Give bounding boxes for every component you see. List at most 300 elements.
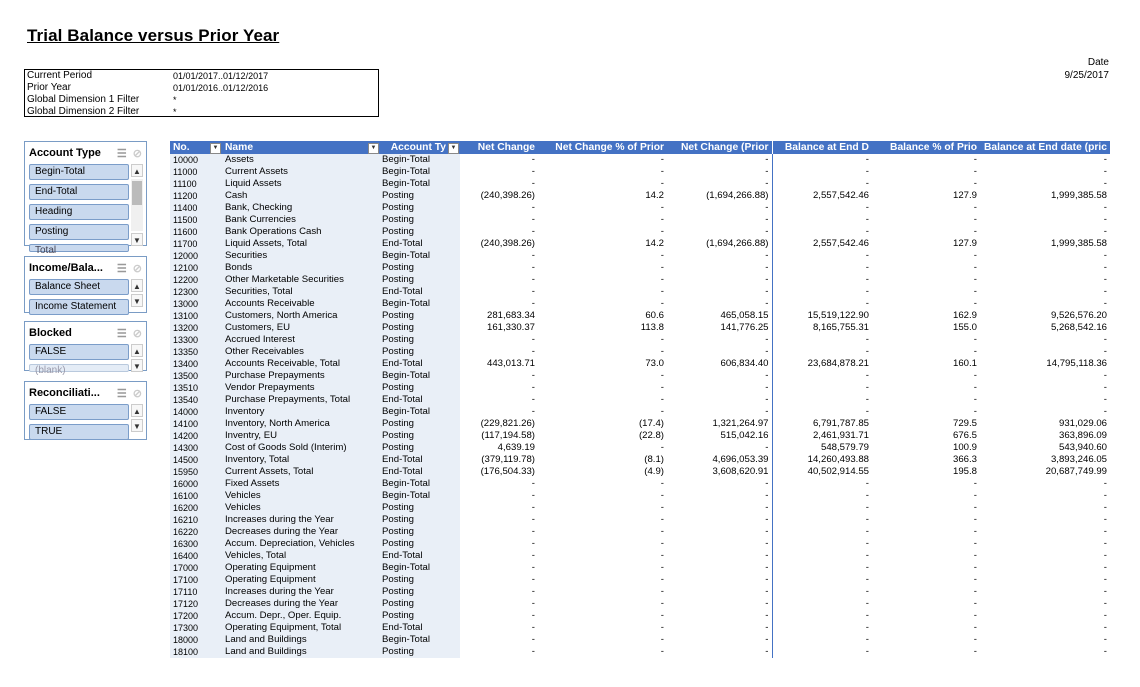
cell-balance-end[interactable]: - — [772, 634, 872, 646]
cell-balance-pct-prior[interactable]: - — [973, 298, 977, 309]
col-header-net-change-pct-prior[interactable] — [538, 141, 667, 154]
cell-account-type[interactable]: Posting — [380, 430, 460, 442]
cell-net-change[interactable]: - — [531, 250, 535, 261]
cell-balance-pct-prior[interactable]: - — [973, 214, 977, 225]
cell-balance-pct-prior[interactable]: 155.0 — [952, 322, 977, 333]
cell-balance-pct-prior[interactable]: 127.9 — [952, 190, 977, 201]
cell-net-change[interactable]: - — [531, 154, 535, 165]
cell-account-no[interactable]: 18000 — [170, 634, 222, 646]
cell-net-change[interactable]: 281,683.34 — [486, 310, 535, 321]
table-row[interactable] — [170, 574, 1110, 586]
cell-net-change[interactable]: - — [531, 214, 535, 225]
cell-net-change-pct-prior[interactable]: - — [660, 586, 664, 597]
table-row[interactable] — [170, 310, 1110, 322]
cell-balance-end[interactable]: - — [772, 226, 872, 238]
cell-balance-pct-prior[interactable]: - — [973, 514, 977, 525]
cell-account-type[interactable]: Begin-Total — [380, 406, 460, 418]
cell-net-change[interactable]: (176,504.33) — [480, 466, 535, 477]
slicer-scrollbar[interactable] — [131, 164, 143, 246]
cell-account-name[interactable]: Vehicles — [222, 502, 380, 514]
cell-balance-end[interactable]: - — [772, 166, 872, 178]
cell-balance-end[interactable]: - — [772, 202, 872, 214]
col-header-name[interactable] — [222, 141, 380, 154]
cell-balance-end-prior[interactable]: - — [1103, 166, 1107, 177]
slicer-item-posting[interactable]: Posting — [29, 224, 129, 240]
cell-net-change-pct-prior[interactable]: (17.4) — [638, 418, 664, 429]
chevron-down-icon[interactable]: ▼ — [368, 143, 379, 154]
cell-net-change-pct-prior[interactable]: - — [660, 226, 664, 237]
cell-account-no[interactable]: 11700 — [170, 238, 222, 250]
table-row[interactable] — [170, 502, 1110, 514]
cell-net-change-pct-prior[interactable]: - — [660, 538, 664, 549]
cell-account-type[interactable]: Begin-Total — [380, 562, 460, 574]
cell-account-name[interactable]: Securities — [222, 250, 380, 262]
cell-balance-pct-prior[interactable]: 127.9 — [952, 238, 977, 249]
cell-balance-end-prior[interactable]: - — [1103, 286, 1107, 297]
table-row[interactable] — [170, 334, 1110, 346]
cell-net-change[interactable]: - — [531, 502, 535, 513]
cell-balance-pct-prior[interactable]: - — [973, 586, 977, 597]
cell-account-name[interactable]: Inventory, North America — [222, 418, 380, 430]
cell-balance-pct-prior[interactable]: - — [973, 598, 977, 609]
cell-net-change-pct-prior[interactable]: - — [660, 286, 664, 297]
cell-account-type[interactable]: Posting — [380, 310, 460, 322]
cell-account-type[interactable]: Posting — [380, 442, 460, 454]
cell-balance-end[interactable]: - — [772, 154, 872, 166]
cell-account-type[interactable]: Posting — [380, 646, 460, 658]
cell-account-type[interactable]: Begin-Total — [380, 250, 460, 262]
cell-net-change-pct-prior[interactable]: - — [660, 154, 664, 165]
cell-account-name[interactable]: Inventory, Total — [222, 454, 380, 466]
cell-net-change-prior[interactable]: - — [765, 298, 769, 309]
cell-balance-pct-prior[interactable]: - — [973, 382, 977, 393]
cell-net-change-pct-prior[interactable]: - — [660, 442, 664, 453]
cell-account-type[interactable]: Begin-Total — [380, 370, 460, 382]
cell-balance-end-prior[interactable]: 931,029.06 — [1058, 418, 1107, 429]
cell-account-no[interactable]: 16000 — [170, 478, 222, 490]
cell-net-change-prior[interactable]: - — [765, 262, 769, 273]
cell-account-name[interactable]: Vendor Prepayments — [222, 382, 380, 394]
cell-account-type[interactable]: Posting — [380, 598, 460, 610]
cell-balance-end[interactable]: - — [772, 490, 872, 502]
cell-net-change-pct-prior[interactable]: - — [660, 634, 664, 645]
cell-net-change-pct-prior[interactable]: 14.2 — [645, 238, 664, 249]
cell-balance-end[interactable]: - — [772, 586, 872, 598]
chevron-up-icon[interactable]: ▲ — [131, 404, 143, 417]
cell-balance-pct-prior[interactable]: - — [973, 574, 977, 585]
cell-balance-end[interactable]: - — [772, 286, 872, 298]
cell-account-no[interactable]: 11100 — [170, 178, 222, 190]
cell-account-name[interactable]: Current Assets, Total — [222, 466, 380, 478]
cell-balance-pct-prior[interactable]: - — [973, 286, 977, 297]
cell-balance-end[interactable]: 14,260,493.88 — [772, 454, 872, 466]
cell-balance-end-prior[interactable]: - — [1103, 562, 1107, 573]
table-row[interactable] — [170, 154, 1110, 166]
table-row[interactable] — [170, 418, 1110, 430]
cell-net-change-prior[interactable]: - — [765, 334, 769, 345]
cell-account-name[interactable]: Other Marketable Securities — [222, 274, 380, 286]
cell-account-no[interactable]: 13200 — [170, 322, 222, 334]
table-row[interactable] — [170, 346, 1110, 358]
cell-account-type[interactable]: Posting — [380, 322, 460, 334]
cell-balance-end-prior[interactable]: - — [1103, 586, 1107, 597]
cell-account-name[interactable]: Liquid Assets, Total — [222, 238, 380, 250]
slicer-item-total[interactable]: Total — [29, 244, 129, 252]
cell-account-type[interactable]: End-Total — [380, 466, 460, 478]
cell-account-type[interactable]: Begin-Total — [380, 298, 460, 310]
cell-account-name[interactable]: Bonds — [222, 262, 380, 274]
scroll-thumb[interactable] — [132, 181, 142, 205]
cell-net-change-prior[interactable]: - — [765, 550, 769, 561]
cell-balance-end[interactable]: - — [772, 526, 872, 538]
cell-net-change-pct-prior[interactable]: - — [660, 478, 664, 489]
table-row[interactable] — [170, 430, 1110, 442]
chevron-down-icon[interactable]: ▼ — [131, 359, 143, 372]
cell-account-type[interactable]: Posting — [380, 574, 460, 586]
cell-net-change-prior[interactable]: - — [765, 226, 769, 237]
cell-net-change-pct-prior[interactable]: - — [660, 622, 664, 633]
table-row[interactable] — [170, 178, 1110, 190]
cell-net-change-pct-prior[interactable]: 73.0 — [645, 358, 664, 369]
cell-account-no[interactable]: 16400 — [170, 550, 222, 562]
cell-net-change-prior[interactable]: - — [765, 250, 769, 261]
cell-net-change-prior[interactable]: - — [765, 646, 769, 657]
cell-account-name[interactable]: Land and Buildings — [222, 646, 380, 658]
cell-net-change[interactable]: - — [531, 610, 535, 621]
chevron-down-icon[interactable]: ▼ — [210, 143, 221, 154]
cell-balance-pct-prior[interactable]: - — [973, 370, 977, 381]
cell-balance-end-prior[interactable]: 20,687,749.99 — [1045, 466, 1107, 477]
cell-balance-end[interactable]: - — [772, 274, 872, 286]
cell-net-change-prior[interactable]: - — [765, 346, 769, 357]
clear-filter-icon[interactable]: ⊘ — [132, 147, 142, 160]
cell-account-no[interactable]: 17200 — [170, 610, 222, 622]
cell-net-change[interactable]: - — [531, 634, 535, 645]
cell-account-type[interactable]: Posting — [380, 610, 460, 622]
cell-account-no[interactable]: 17100 — [170, 574, 222, 586]
cell-account-name[interactable]: Customers, EU — [222, 322, 380, 334]
cell-net-change-pct-prior[interactable]: - — [660, 214, 664, 225]
cell-net-change-prior[interactable]: 141,776.25 — [720, 322, 769, 333]
cell-account-name[interactable]: Operating Equipment, Total — [222, 622, 380, 634]
cell-balance-pct-prior[interactable]: - — [973, 406, 977, 417]
multi-select-icon[interactable]: ☰ — [116, 147, 127, 160]
cell-balance-end-prior[interactable]: - — [1103, 262, 1107, 273]
cell-balance-pct-prior[interactable]: - — [973, 274, 977, 285]
cell-account-no[interactable]: 17300 — [170, 622, 222, 634]
cell-account-name[interactable]: Vehicles, Total — [222, 550, 380, 562]
slicer-item-heading[interactable]: Heading — [29, 204, 129, 220]
cell-account-name[interactable]: Other Receivables — [222, 346, 380, 358]
cell-net-change-prior[interactable]: - — [765, 202, 769, 213]
cell-balance-end-prior[interactable]: - — [1103, 478, 1107, 489]
cell-balance-pct-prior[interactable]: - — [973, 526, 977, 537]
table-row[interactable] — [170, 250, 1110, 262]
cell-net-change[interactable]: 161,330.37 — [486, 322, 535, 333]
table-row[interactable] — [170, 406, 1110, 418]
cell-balance-pct-prior[interactable]: 162.9 — [952, 310, 977, 321]
cell-account-type[interactable]: Begin-Total — [380, 478, 460, 490]
cell-balance-pct-prior[interactable]: - — [973, 610, 977, 621]
cell-balance-end[interactable]: 548,579.79 — [772, 442, 872, 454]
cell-balance-end-prior[interactable]: 5,268,542.16 — [1050, 322, 1107, 333]
cell-net-change-prior[interactable]: - — [765, 586, 769, 597]
table-row[interactable] — [170, 286, 1110, 298]
cell-account-type[interactable]: Posting — [380, 418, 460, 430]
cell-net-change-prior[interactable]: (1,694,266.88) — [706, 190, 769, 201]
cell-account-no[interactable]: 16220 — [170, 526, 222, 538]
chevron-down-icon[interactable]: ▼ — [131, 419, 143, 432]
cell-balance-pct-prior[interactable]: - — [973, 634, 977, 645]
cell-balance-end-prior[interactable]: - — [1103, 394, 1107, 405]
cell-balance-end-prior[interactable]: 1,999,385.58 — [1050, 190, 1107, 201]
cell-account-no[interactable]: 13350 — [170, 346, 222, 358]
table-row[interactable] — [170, 262, 1110, 274]
cell-net-change[interactable]: 443,013.71 — [486, 358, 535, 369]
cell-balance-pct-prior[interactable]: 100.9 — [952, 442, 977, 453]
cell-balance-end[interactable]: - — [772, 538, 872, 550]
cell-net-change-pct-prior[interactable]: - — [660, 370, 664, 381]
cell-net-change[interactable]: - — [531, 166, 535, 177]
cell-account-type[interactable]: Posting — [380, 202, 460, 214]
cell-account-type[interactable]: Posting — [380, 502, 460, 514]
table-row[interactable] — [170, 358, 1110, 370]
cell-balance-end-prior[interactable]: - — [1103, 490, 1107, 501]
cell-account-type[interactable]: Posting — [380, 262, 460, 274]
cell-account-no[interactable]: 16100 — [170, 490, 222, 502]
cell-balance-end[interactable]: - — [772, 478, 872, 490]
cell-balance-end-prior[interactable]: - — [1103, 250, 1107, 261]
cell-balance-end[interactable]: - — [772, 610, 872, 622]
cell-balance-end-prior[interactable]: - — [1103, 574, 1107, 585]
slicer-scrollbar[interactable] — [131, 344, 143, 371]
cell-balance-end[interactable]: - — [772, 382, 872, 394]
cell-balance-end[interactable]: - — [772, 262, 872, 274]
cell-net-change[interactable]: - — [531, 334, 535, 345]
cell-balance-end-prior[interactable]: - — [1103, 646, 1107, 657]
cell-account-type[interactable]: Posting — [380, 526, 460, 538]
chevron-down-icon[interactable]: ▼ — [448, 143, 459, 154]
cell-account-type[interactable]: End-Total — [380, 238, 460, 250]
slicer-scrollbar[interactable] — [131, 404, 143, 440]
cell-net-change[interactable]: - — [531, 286, 535, 297]
table-row[interactable] — [170, 610, 1110, 622]
cell-account-no[interactable]: 13000 — [170, 298, 222, 310]
cell-net-change-pct-prior[interactable]: - — [660, 550, 664, 561]
table-row[interactable] — [170, 622, 1110, 634]
cell-balance-end[interactable]: 40,502,914.55 — [772, 466, 872, 478]
cell-net-change-prior[interactable]: - — [765, 370, 769, 381]
cell-account-name[interactable]: Decreases during the Year — [222, 598, 380, 610]
cell-balance-end-prior[interactable]: 543,940.60 — [1058, 442, 1107, 453]
cell-balance-pct-prior[interactable]: - — [973, 478, 977, 489]
cell-balance-end[interactable]: 6,791,787.85 — [772, 418, 872, 430]
cell-balance-end[interactable]: - — [772, 298, 872, 310]
cell-account-type[interactable]: Posting — [380, 190, 460, 202]
cell-account-type[interactable]: Posting — [380, 586, 460, 598]
clear-filter-icon[interactable]: ⊘ — [132, 327, 142, 340]
cell-balance-end-prior[interactable]: - — [1103, 634, 1107, 645]
cell-balance-end[interactable]: - — [772, 562, 872, 574]
table-row[interactable] — [170, 598, 1110, 610]
table-row[interactable] — [170, 466, 1110, 478]
cell-balance-pct-prior[interactable]: - — [973, 166, 977, 177]
cell-balance-end[interactable]: - — [772, 622, 872, 634]
cell-balance-pct-prior[interactable]: - — [973, 202, 977, 213]
cell-account-no[interactable]: 16210 — [170, 514, 222, 526]
table-row[interactable] — [170, 226, 1110, 238]
cell-account-no[interactable]: 14500 — [170, 454, 222, 466]
cell-net-change-pct-prior[interactable]: - — [660, 202, 664, 213]
cell-net-change-prior[interactable]: - — [765, 406, 769, 417]
cell-balance-end[interactable]: - — [772, 514, 872, 526]
cell-account-no[interactable]: 13400 — [170, 358, 222, 370]
chevron-down-icon[interactable]: ▼ — [131, 294, 143, 307]
cell-account-no[interactable]: 17110 — [170, 586, 222, 598]
cell-account-no[interactable]: 10000 — [170, 154, 222, 166]
cell-balance-pct-prior[interactable]: - — [973, 646, 977, 657]
cell-net-change[interactable]: - — [531, 622, 535, 633]
cell-net-change-pct-prior[interactable]: 113.8 — [640, 322, 664, 333]
cell-net-change-pct-prior[interactable]: - — [660, 502, 664, 513]
table-row[interactable] — [170, 166, 1110, 178]
cell-account-no[interactable]: 11200 — [170, 190, 222, 202]
cell-net-change-pct-prior[interactable]: - — [660, 514, 664, 525]
cell-account-type[interactable]: Begin-Total — [380, 166, 460, 178]
cell-account-name[interactable]: Increases during the Year — [222, 514, 380, 526]
cell-balance-end-prior[interactable]: - — [1103, 550, 1107, 561]
cell-account-name[interactable]: Operating Equipment — [222, 574, 380, 586]
cell-balance-pct-prior[interactable]: - — [973, 490, 977, 501]
cell-account-name[interactable]: Decreases during the Year — [222, 526, 380, 538]
table-row[interactable] — [170, 442, 1110, 454]
cell-net-change-pct-prior[interactable]: - — [660, 250, 664, 261]
cell-account-no[interactable]: 17000 — [170, 562, 222, 574]
cell-net-change-pct-prior[interactable]: - — [660, 610, 664, 621]
table-row[interactable] — [170, 382, 1110, 394]
cell-balance-pct-prior[interactable]: - — [973, 154, 977, 165]
col-header-net-change[interactable] — [460, 141, 538, 154]
cell-account-type[interactable]: Posting — [380, 346, 460, 358]
cell-net-change[interactable]: (379,119.78) — [481, 454, 535, 465]
cell-balance-end-prior[interactable]: - — [1103, 370, 1107, 381]
cell-account-name[interactable]: Securities, Total — [222, 286, 380, 298]
table-row[interactable] — [170, 586, 1110, 598]
slicer-item-true[interactable]: TRUE — [29, 424, 129, 440]
cell-net-change-pct-prior[interactable]: - — [660, 394, 664, 405]
cell-net-change-prior[interactable]: - — [765, 178, 769, 189]
table-row[interactable] — [170, 526, 1110, 538]
cell-account-name[interactable]: Land and Buildings — [222, 634, 380, 646]
cell-net-change-prior[interactable]: - — [765, 634, 769, 645]
cell-account-type[interactable]: Posting — [380, 382, 460, 394]
cell-net-change-pct-prior[interactable]: - — [660, 178, 664, 189]
cell-net-change[interactable]: - — [531, 370, 535, 381]
cell-balance-end[interactable]: - — [772, 646, 872, 658]
chevron-up-icon[interactable]: ▲ — [131, 279, 143, 292]
cell-net-change[interactable]: - — [531, 526, 535, 537]
cell-net-change-prior[interactable]: - — [765, 526, 769, 537]
cell-account-type[interactable]: End-Total — [380, 622, 460, 634]
cell-account-no[interactable]: 16200 — [170, 502, 222, 514]
cell-balance-pct-prior[interactable]: - — [973, 502, 977, 513]
cell-net-change[interactable]: - — [531, 202, 535, 213]
col-header-balance-end[interactable] — [772, 141, 872, 154]
col-header-balance-pct-prior[interactable] — [872, 141, 980, 154]
cell-account-type[interactable]: Posting — [380, 514, 460, 526]
cell-balance-pct-prior[interactable]: - — [973, 538, 977, 549]
cell-account-no[interactable]: 11000 — [170, 166, 222, 178]
cell-account-no[interactable]: 11500 — [170, 214, 222, 226]
cell-account-type[interactable]: End-Total — [380, 286, 460, 298]
cell-net-change-prior[interactable]: - — [765, 490, 769, 501]
cell-net-change[interactable]: - — [531, 550, 535, 561]
cell-account-no[interactable]: 17120 — [170, 598, 222, 610]
cell-account-name[interactable]: Purchase Prepayments — [222, 370, 380, 382]
cell-net-change-prior[interactable]: - — [765, 286, 769, 297]
table-row[interactable] — [170, 562, 1110, 574]
slicer-item-income-statement[interactable]: Income Statement — [29, 299, 129, 315]
cell-account-name[interactable]: Fixed Assets — [222, 478, 380, 490]
cell-account-name[interactable]: Assets — [222, 154, 380, 166]
cell-net-change[interactable]: - — [531, 538, 535, 549]
col-header-account-type[interactable] — [380, 141, 460, 154]
slicer-item-false[interactable]: FALSE — [29, 344, 129, 360]
cell-account-no[interactable]: 13300 — [170, 334, 222, 346]
cell-balance-end-prior[interactable]: - — [1103, 226, 1107, 237]
cell-net-change-prior[interactable]: - — [765, 478, 769, 489]
cell-balance-end[interactable]: - — [772, 502, 872, 514]
cell-net-change-pct-prior[interactable]: - — [660, 382, 664, 393]
cell-net-change-prior[interactable]: 606,834.40 — [720, 358, 769, 369]
cell-balance-pct-prior[interactable]: 729.5 — [952, 418, 977, 429]
cell-net-change[interactable]: - — [531, 574, 535, 585]
cell-account-type[interactable]: Posting — [380, 226, 460, 238]
cell-balance-end-prior[interactable]: - — [1103, 154, 1107, 165]
cell-account-type[interactable]: Posting — [380, 334, 460, 346]
cell-account-no[interactable]: 13100 — [170, 310, 222, 322]
cell-net-change[interactable]: - — [531, 394, 535, 405]
col-header-balance-end-prior[interactable] — [980, 141, 1110, 154]
cell-account-no[interactable]: 14000 — [170, 406, 222, 418]
cell-net-change-pct-prior[interactable]: - — [660, 274, 664, 285]
cell-account-no[interactable]: 14200 — [170, 430, 222, 442]
cell-account-type[interactable]: End-Total — [380, 394, 460, 406]
cell-balance-end[interactable]: - — [772, 370, 872, 382]
slicer-item-balance-sheet[interactable]: Balance Sheet — [29, 279, 129, 295]
cell-net-change-prior[interactable]: 1,321,264.97 — [712, 418, 769, 429]
multi-select-icon[interactable]: ☰ — [116, 387, 127, 400]
cell-balance-end-prior[interactable]: - — [1103, 526, 1107, 537]
cell-net-change-pct-prior[interactable]: 60.6 — [645, 310, 664, 321]
cell-balance-end[interactable]: 2,461,931.71 — [772, 430, 872, 442]
cell-net-change-pct-prior[interactable]: - — [660, 334, 664, 345]
cell-net-change-pct-prior[interactable]: (22.8) — [638, 430, 664, 441]
chevron-down-icon[interactable]: ▼ — [131, 233, 143, 246]
cell-net-change[interactable]: (117,194.58) — [481, 430, 535, 441]
cell-account-no[interactable]: 12100 — [170, 262, 222, 274]
table-row[interactable] — [170, 214, 1110, 226]
table-row[interactable] — [170, 454, 1110, 466]
cell-account-name[interactable]: Current Assets — [222, 166, 380, 178]
cell-net-change[interactable]: - — [531, 490, 535, 501]
cell-net-change[interactable]: - — [531, 382, 535, 393]
slicer-scrollbar[interactable] — [131, 279, 143, 313]
cell-balance-end-prior[interactable]: - — [1103, 178, 1107, 189]
cell-account-no[interactable]: 14300 — [170, 442, 222, 454]
cell-account-type[interactable]: Begin-Total — [380, 634, 460, 646]
table-row[interactable] — [170, 514, 1110, 526]
